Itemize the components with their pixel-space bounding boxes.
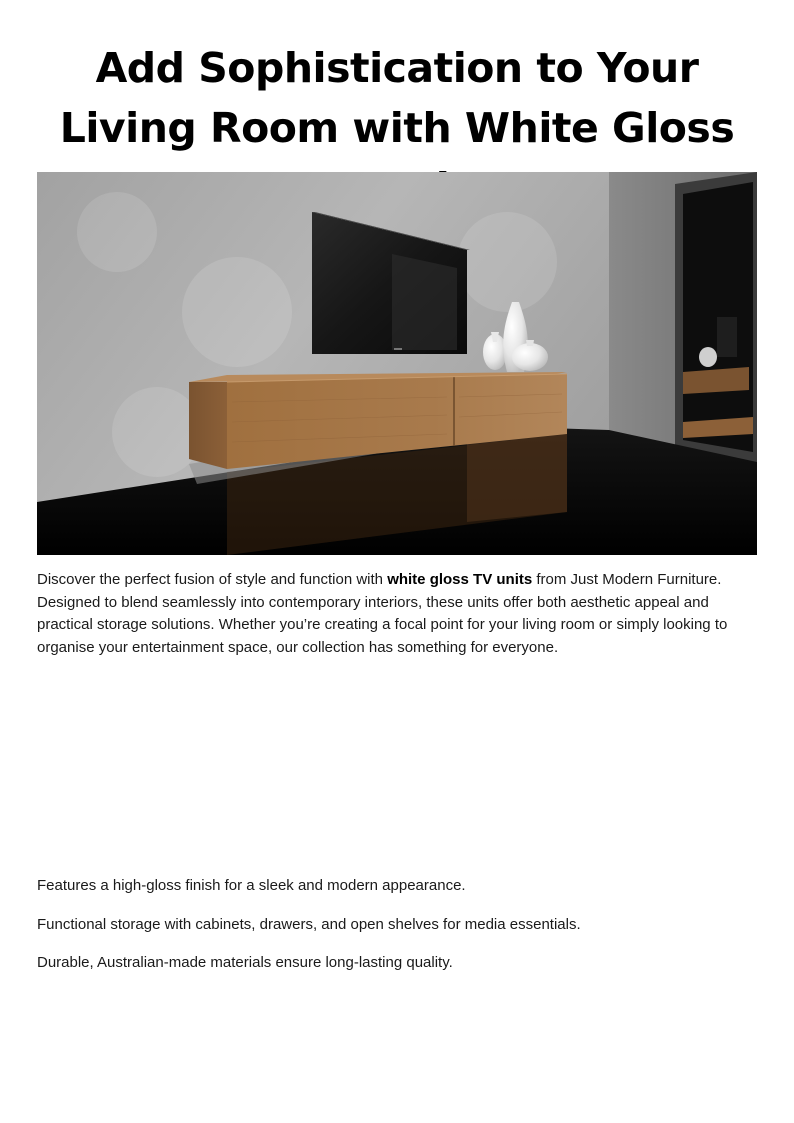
page-title: Add Sophistication to Your Living Room with White Gloss — [59, 44, 735, 152]
intro-text-before: Discover the perfect fusion of style and function with — [37, 571, 388, 588]
intro-text-after: from Just Modern Furniture. Designed to blend seamlessly into contemporary interiors, these units offer both aesthetic appeal and practical storage solutions. Whether you’re creating a focal point for your living room or simply looking to organise your entertainment space, our collection has something for everyone. — [37, 571, 728, 656]
photo-icon — [37, 172, 757, 555]
feature-item: Features a high-gloss finish for a sleek and modern appearance. — [37, 877, 466, 894]
intro-paragraph — [37, 569, 759, 659]
feature-item: Functional storage with cabinets, drawers, and open shelves for media essentials. — [37, 915, 581, 933]
hero-image — [37, 172, 757, 555]
highlight-keyword: white gloss TV units — [387, 571, 533, 588]
feature-item: Durable, Australian-made materials ensure long-lasting quality. — [37, 954, 453, 971]
feature-list — [37, 875, 759, 991]
